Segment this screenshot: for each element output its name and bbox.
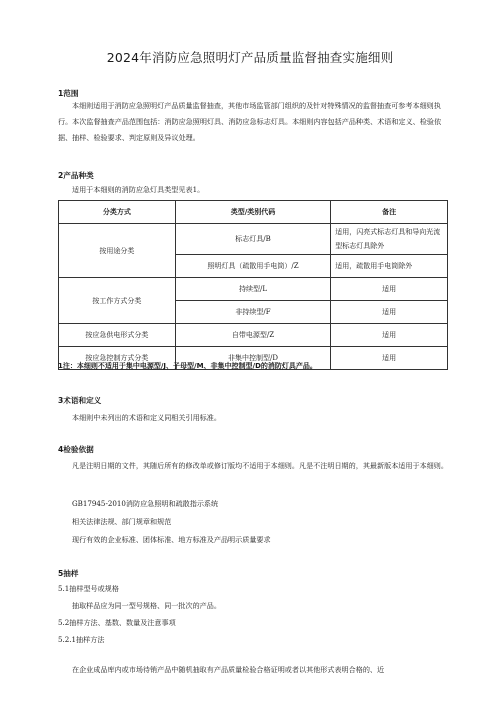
table-cell-note: 适用，疏散用手电筒除外 (331, 255, 448, 278)
product-type-table (58, 200, 448, 370)
table-header-cell: 分类方式 (59, 201, 176, 224)
table-header-row (59, 201, 448, 224)
table-cell-type: 非集中控制型/D (175, 347, 331, 370)
subsection-5-1-text: 抽取样品应为同一型号规格、同一批次的产品。 (72, 601, 221, 610)
table-header-cell: 类型/类别代码 (175, 201, 331, 224)
table-cell-type: 照明灯具（疏散用手电筒）/Z (175, 255, 331, 278)
table-cell-note: 适用 (331, 278, 448, 301)
section-4-paragraph: 凡是注明日期的文件，其随后所有的修改单或修订版均不适用于本细则。凡是不注明日期的，其最新版本适用于本细则。 (72, 461, 448, 470)
table-row (59, 224, 448, 255)
table-row (59, 278, 448, 301)
document-title: 2024年消防应急照明灯产品质量监督抽查实施细则 (106, 50, 394, 65)
table-cell-note: 适用，闪亮式标志灯具和导向光流型标志灯具除外 (331, 224, 448, 255)
table-cell-note: 适用 (331, 301, 448, 324)
table-intro: 适用于本细则的消防应急灯具类型见表1。 (72, 185, 205, 194)
section-5-heading: 5抽样 (58, 569, 79, 578)
table-cell-note: 适用 (331, 324, 448, 347)
table-footnote: 1注：本细则不适用于集中电源型/J、子母型/M、非集中控制型/D的消防灯具产品。 (58, 362, 317, 370)
subsection-5-2-1: 5.2.1抽样方法 (58, 635, 105, 644)
section-1-paragraph: 本细则适用于消防应急照明灯产品质量监督抽查，其他市场监管部门组织的及针对特殊情况的监督抽查可参考本细则执行。本次监督抽查产品范围包括：消防应急照明灯具、消防应急标志灯具。本细则内容包括产品种类、术语和定义、检验依据、抽样、检验要求、判定原则及异议处理。 (58, 101, 442, 142)
section-2-heading: 2产品种类 (58, 171, 94, 180)
sampling-method-text: 在企业成品库内或市场待销产品中随机抽取有产品质量检验合格证明或者以其他形式表明合格的、近 (72, 665, 385, 674)
table-cell-type: 自带电源型/Z (175, 324, 331, 347)
subsection-5-2: 5.2抽样方法、基数、数量及注意事项 (58, 618, 176, 627)
table-cell-note: 适用 (331, 347, 448, 370)
table-cell-group: 按应急供电形式分类 (59, 324, 176, 347)
table-cell-group: 按工作方式分类 (59, 278, 176, 324)
standard-item: 相关法律法规、部门规章和规范 (72, 517, 172, 526)
table-cell-type: 标志灯具/B (175, 224, 331, 255)
table-cell-group: 按应急控制方式分类 (59, 347, 176, 370)
table-cell-type: 非持续型/F (175, 301, 331, 324)
section-3-paragraph: 本细则中未列出的术语和定义同相关引用标准。 (72, 413, 221, 422)
table-row (59, 324, 448, 347)
section-3-heading: 3术语和定义 (58, 396, 102, 405)
table-cell-group: 按用途分类 (59, 224, 176, 278)
section-4-heading: 4检验依据 (58, 445, 94, 454)
table-header-cell: 备注 (331, 201, 448, 224)
section-1-heading: 1范围 (58, 89, 79, 98)
subsection-5-1: 5.1抽样型号或规格 (58, 584, 119, 593)
standard-item: 现行有效的企业标准、团体标准、地方标准及产品明示质量要求 (72, 535, 271, 544)
table-cell-type: 持续型/L (175, 278, 331, 301)
standard-item: GB17945-2010消防应急照明和疏散指示系统 (72, 499, 219, 508)
